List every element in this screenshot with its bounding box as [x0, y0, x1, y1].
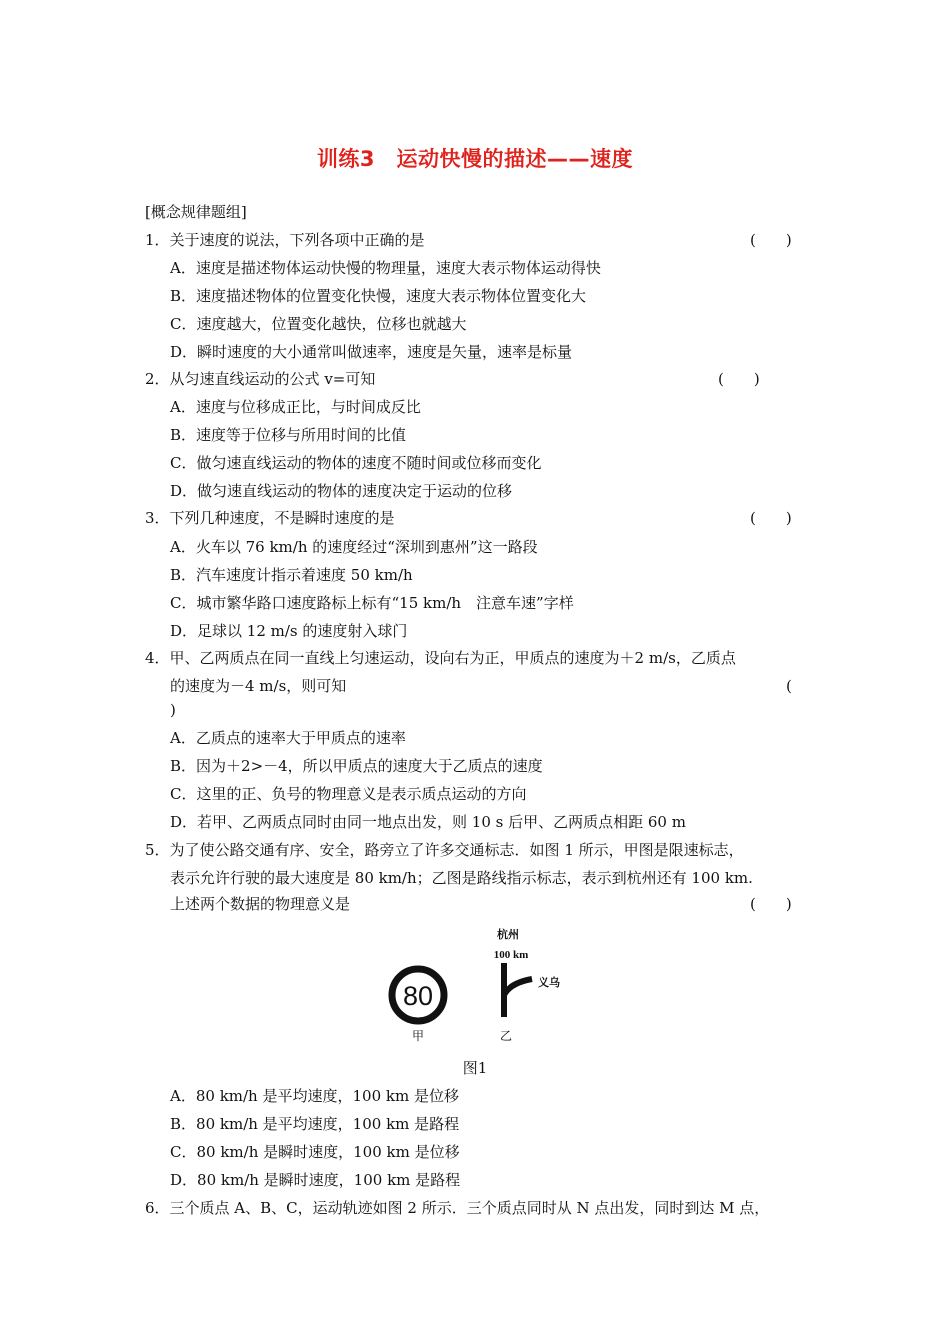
question-1-option-b: B．速度描述物体的位置变化快慢，速度大表示物体位置变化大 — [170, 287, 587, 305]
question-5-option-b: B．80 km/h 是平均速度，100 km 是路程 — [170, 1115, 460, 1133]
figure-1-caption: 图1 — [462, 1059, 488, 1077]
question-4-option-c: C．这里的正、负号的物理意义是表示质点运动的方向 — [170, 785, 527, 803]
question-3-option-a: A．火车以 76 km/h 的速度经过“深圳到惠州”这一路段 — [170, 538, 538, 556]
question-5-option-c: C．80 km/h 是瞬时速度，100 km 是位移 — [170, 1143, 460, 1161]
section-heading: [概念规律题组] — [145, 203, 247, 221]
question-1-option-d: D．瞬时速度的大小通常叫做速率，速度是矢量，速率是标量 — [170, 343, 573, 361]
question-4-option-d: D．若甲、乙两质点同时由同一地点出发，则 10 s 后甲、乙两质点相距 60 m — [170, 813, 686, 831]
question-2-option-c: C．做匀速直线运动的物体的速度不随时间或位移而变化 — [170, 454, 542, 472]
question-3-option-d: D．足球以 12 m/s 的速度射入球门 — [170, 622, 408, 640]
question-2-answer-paren: ( ) — [718, 370, 760, 388]
question-1-stem: 1．关于速度的说法，下列各项中正确的是 — [145, 231, 425, 249]
speed-limit-number: 80 — [402, 981, 434, 1011]
question-4-option-b: B．因为＋2>－4，所以甲质点的速度大于乙质点的速度 — [170, 757, 543, 775]
question-1-option-c: C．速度越大，位置变化越快，位移也就越大 — [170, 315, 467, 333]
question-2-option-b: B．速度等于位移与所用时间的比值 — [170, 426, 407, 444]
route-sign — [494, 927, 560, 1017]
figure-1 — [380, 925, 580, 1050]
route-arrow-icon — [504, 963, 532, 1017]
speed-limit-sign — [392, 969, 444, 1021]
question-3-option-c: C．城市繁华路口速度路标上标有“15 km/h 注意车速”字样 — [170, 594, 574, 612]
question-5-stem-line2: 表示允许行驶的最大速度是 80 km/h；乙图是路线指示标志，表示到杭州还有 100 km. — [170, 869, 753, 887]
route-city-yiwu: 义乌 — [538, 976, 560, 989]
question-1-answer-paren: ( ) — [750, 231, 792, 249]
route-distance: 100 km — [493, 949, 529, 961]
question-2-option-d: D．做匀速直线运动的物体的速度决定于运动的位移 — [170, 482, 513, 500]
question-4-answer-paren-close: ) — [170, 701, 176, 719]
label-jia: 甲 — [411, 1029, 425, 1043]
page-title: 训练3 运动快慢的描述——速度 — [316, 147, 634, 171]
question-3-answer-paren: ( ) — [750, 509, 792, 527]
question-3-option-b: B．汽车速度计指示着速度 50 km/h — [170, 566, 413, 584]
question-5-option-d: D．80 km/h 是瞬时速度，100 km 是路程 — [170, 1171, 461, 1189]
question-4-option-a: A．乙质点的速率大于甲质点的速率 — [170, 729, 406, 747]
figure-1-drawing — [380, 925, 580, 1050]
question-4-answer-paren-open: ( — [786, 677, 792, 695]
question-3-stem: 3．下列几种速度，不是瞬时速度的是 — [145, 509, 395, 527]
question-2-stem: 2．从匀速直线运动的公式 v=可知 — [145, 370, 376, 388]
question-5-answer-paren: ( ) — [750, 895, 792, 913]
question-2-option-a: A．速度与位移成正比，与时间成反比 — [170, 398, 421, 416]
question-5-option-a: A．80 km/h 是平均速度，100 km 是位移 — [170, 1087, 459, 1105]
question-5-stem: 5．为了使公路交通有序、安全，路旁立了许多交通标志．如图 1 所示，甲图是限速标志， — [145, 841, 744, 859]
route-city-hangzhou: 杭州 — [497, 928, 519, 941]
label-yi: 乙 — [499, 1029, 513, 1043]
question-4-stem-line2: 的速度为－4 m/s，则可知 — [170, 677, 347, 695]
question-6-stem: 6．三个质点 A、B、C，运动轨迹如图 2 所示．三个质点同时从 N 点出发，同时到达 M 点， — [145, 1199, 770, 1217]
question-1-option-a: A．速度是描述物体运动快慢的物理量，速度大表示物体运动得快 — [170, 259, 601, 277]
question-5-stem-line3: 上述两个数据的物理意义是 — [170, 895, 351, 913]
question-4-stem: 4．甲、乙两质点在同一直线上匀速运动，设向右为正，甲质点的速度为＋2 m/s，乙质点 — [145, 649, 736, 667]
